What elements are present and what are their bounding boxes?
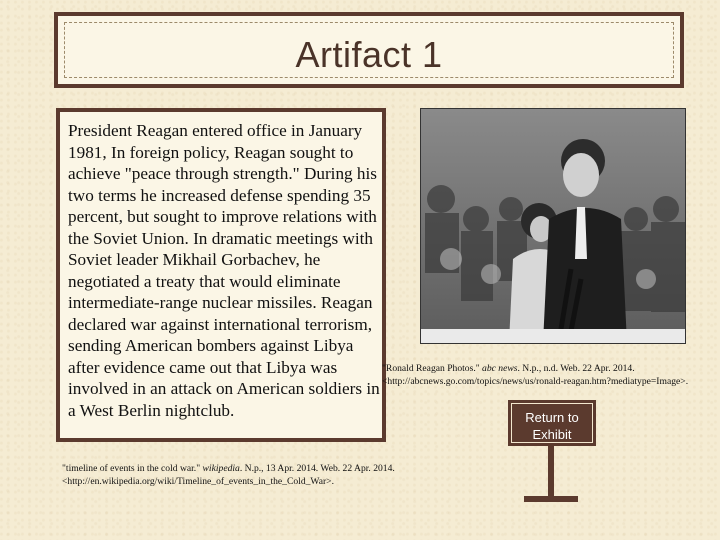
body-text-box — [56, 108, 386, 442]
footnote-prefix: "timeline of events in the cold war." — [62, 463, 201, 474]
photo-citation-url: <http://abcnews.go.com/topics/news/us/ronald-reagan.htm?mediatype=Image>. — [382, 376, 689, 387]
body-text: President Reagan entered office in January 1981, In foreign policy, Reagan sought to achieve "peace through strength." During his two terms he increased defense spending 35 percent, but sought to improve relations with the Soviet Union. In dramatic meetings with Soviet leader Mikhail Gorbachev, he negotiated a treaty that would eliminate intermediate-range nuclear missiles. Reagan declared war against international terrorism, sending American bombers against Libya after evidence came out that Libya was involved in an attack on American soldiers in a West Berlin nightclub. — [68, 121, 380, 420]
photo-citation-prefix: "Ronald Reagan Photos." — [382, 363, 480, 374]
photo-citation-suffix: . N.p., n.d. Web. 22 Apr. 2014. — [517, 363, 635, 374]
return-button-inner[interactable] — [511, 403, 593, 443]
photo-citation — [382, 362, 718, 388]
return-button-line1: Return to — [525, 410, 579, 425]
sign-post — [548, 446, 554, 498]
footnote-citation — [62, 462, 402, 488]
title-frame — [54, 12, 684, 88]
return-to-exhibit-button[interactable] — [508, 400, 596, 446]
reagan-photo — [420, 108, 686, 344]
photo-citation-source: abc news — [482, 363, 518, 374]
footnote-suffix: . N.p., 13 Apr. 2014. Web. 22 Apr. 2014. <http://en.wikipedia.org/wiki/Timeline_of_events_in_the_Cold_War>. — [62, 463, 395, 487]
footnote-source: wikipedia — [202, 463, 240, 474]
return-button-line2: Exhibit — [532, 427, 572, 442]
sign-post-base — [524, 496, 578, 502]
slide-title: Artifact 1 — [295, 34, 443, 75]
